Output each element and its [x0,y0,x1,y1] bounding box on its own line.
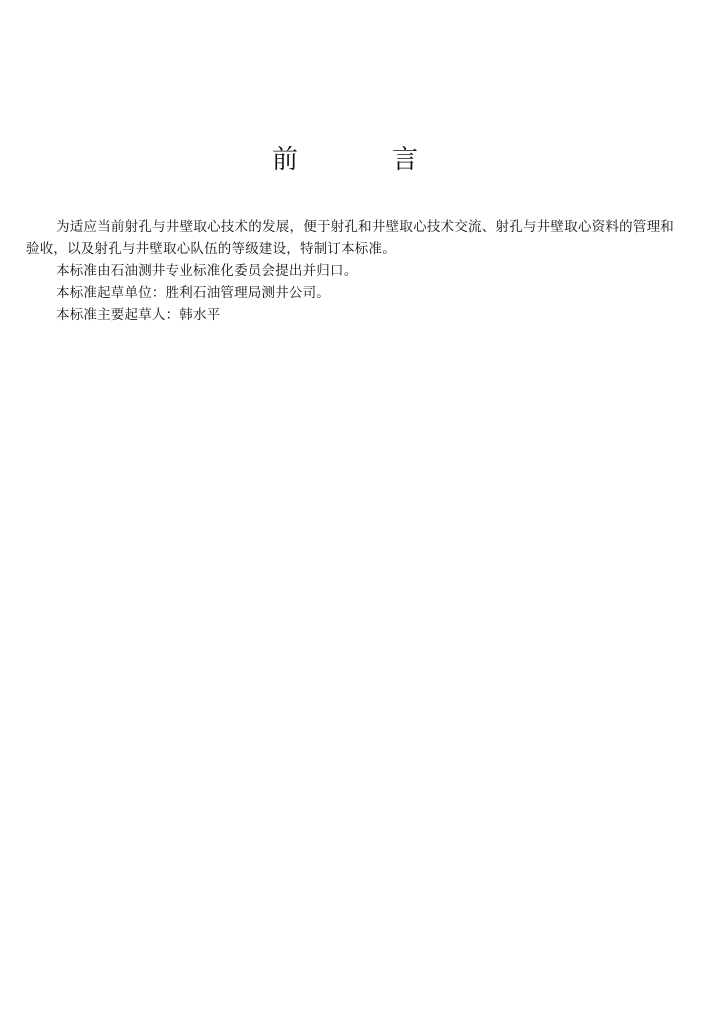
preface-paragraph-purpose: 为适应当前射孔与井壁取心技术的发展，便于射孔和井壁取心技术交流、射孔与井壁取心资料的管理和验收，以及射孔与井壁取心队伍的等级建设，特制订本标准。 [26,219,674,257]
title-char-2: 言 [392,145,419,175]
preface-paragraph-drafting-unit: 本标准起草单位：胜利石油管理局测井公司。 [56,285,330,301]
preface-paragraph-proposer: 本标准由石油测井专业标准化委员会提出并归口。 [56,263,358,279]
page-title [0,140,724,180]
preface-body [26,216,674,326]
preface-paragraph-drafters: 本标准主要起草人：韩水平 [56,307,221,323]
title-char-1: 前 [272,145,299,175]
